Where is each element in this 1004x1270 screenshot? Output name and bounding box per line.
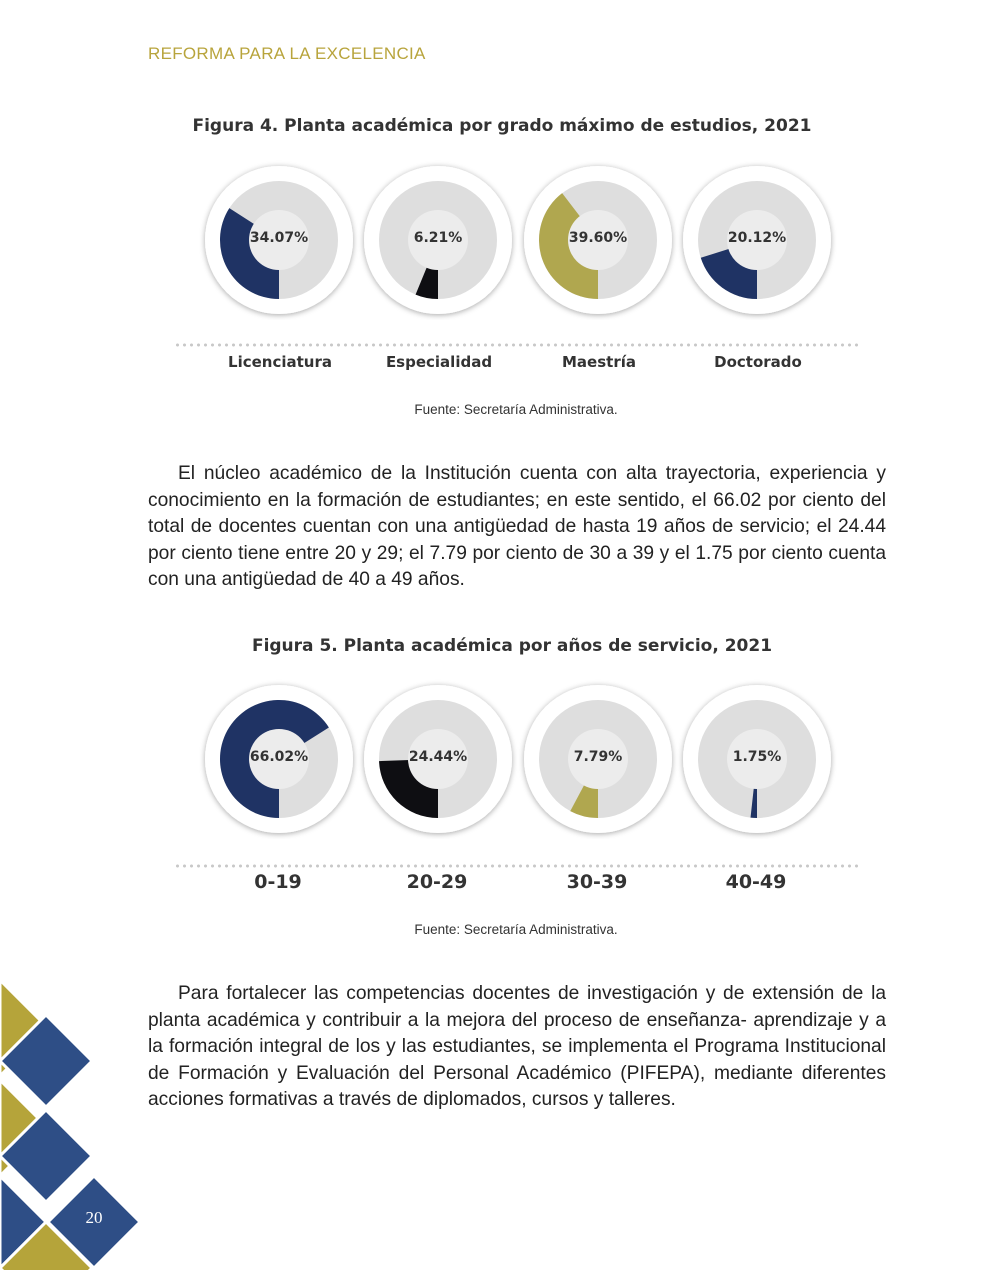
donut-value-label: 7.79% xyxy=(573,749,623,765)
donut-value-label: 6.21% xyxy=(413,230,463,246)
body-paragraph-2: Para fortalecer las competencias docentes de investigación y de extensión de la planta académica y contribuir a la mejora del proceso de enseñanza- aprendizaje y a la formación integral de los y las estudiantes, se implementa el Programa Institucional de Formación y Evaluación del Personal Académico (PIFEPA), mediante diferentes acciones formativas a través de diplomados, cursos y talleres. xyxy=(148,983,886,1110)
donut-20-29 xyxy=(358,679,518,839)
category-label: 30-39 xyxy=(566,871,628,893)
donut-value-label: 1.75% xyxy=(732,749,782,765)
figure-5-donuts xyxy=(0,679,1004,849)
donut-especialidad xyxy=(358,160,518,320)
category-label: 20-29 xyxy=(406,871,468,893)
figure-5-source: Fuente: Secretaría Administrativa. xyxy=(414,922,618,937)
donut-0-19 xyxy=(199,679,359,839)
category-label: Maestría xyxy=(562,353,636,371)
figure-5-title: Figura 5. Planta académica por años de servicio, 2021 xyxy=(251,636,773,656)
donut-value-label: 24.44% xyxy=(408,749,468,765)
donut-maestria xyxy=(518,160,678,320)
donut-30-39 xyxy=(518,679,678,839)
page-number: 20 xyxy=(85,1208,103,1227)
donut-value-label: 34.07% xyxy=(249,230,309,246)
category-label: 40-49 xyxy=(725,871,787,893)
donut-licenciatura xyxy=(199,160,359,320)
category-label: Especialidad xyxy=(385,353,493,371)
dotted-divider xyxy=(174,343,860,347)
donut-value-label: 20.12% xyxy=(727,230,787,246)
figure-4-title: Figura 4. Planta académica por grado máximo de estudios, 2021 xyxy=(192,116,812,136)
dotted-divider xyxy=(174,864,860,868)
donut-40-49 xyxy=(677,679,837,839)
figure-4-source: Fuente: Secretaría Administrativa. xyxy=(414,402,618,417)
donut-value-label: 66.02% xyxy=(249,749,309,765)
donut-doctorado xyxy=(677,160,837,320)
figure-4-donuts xyxy=(0,160,1004,330)
category-label: 0-19 xyxy=(254,871,302,893)
donut-value-label: 39.60% xyxy=(568,230,628,246)
category-label: Licenciatura xyxy=(228,353,332,371)
running-header: REFORMA PARA LA EXCELENCIA xyxy=(148,44,426,63)
category-label: Doctorado xyxy=(714,353,802,371)
body-paragraph-1: El núcleo académico de la Institución cuenta con alta trayectoria, experiencia y conocimiento en la formación de estudiantes; en este sentido, el 66.02 por ciento del total de docentes cuentan con una antigüedad de hasta 19 años de servicio; el 24.44 por ciento tiene entre 20 y 29; el 7.79 por ciento de 30 a 39 y el 1.75 por ciento cuenta con una antigüedad de 40 a 49 años. xyxy=(148,463,886,590)
